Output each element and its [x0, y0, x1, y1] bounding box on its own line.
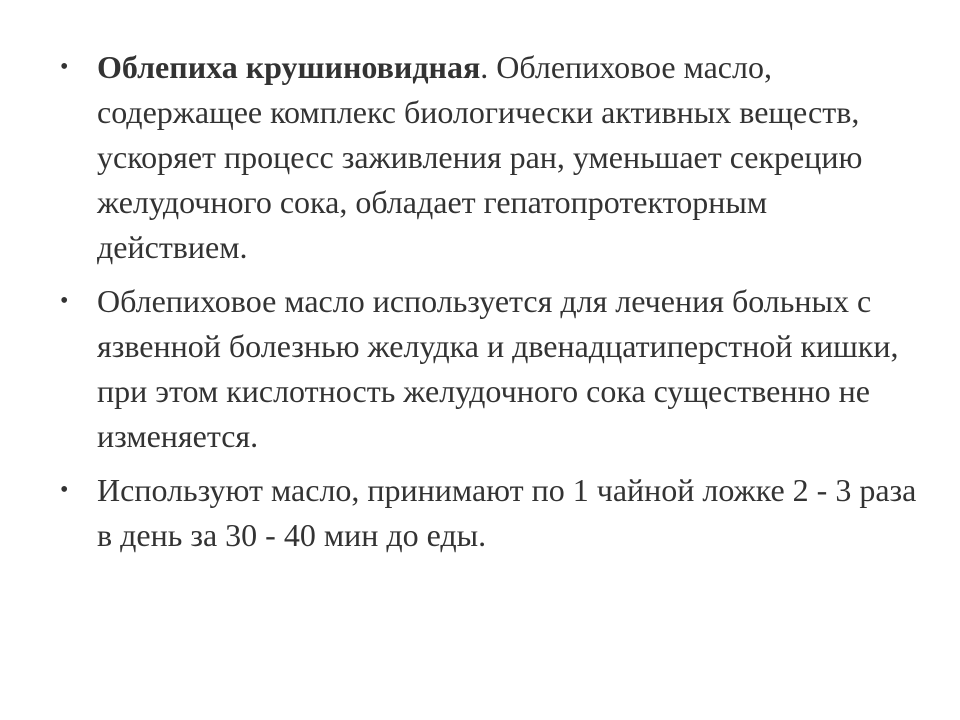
bullet-item-ulcer-treatment: [60, 279, 920, 459]
bullet-text: . Облепиховое масло, содержащее комплекс биологически активных веществ, ускоряет процесс заживления ран, уменьшает секрецию желудочного сока, обладает гепатопротекторным действием.: [97, 49, 863, 265]
bullet-icon: •: [60, 54, 69, 80]
bullet-text: Облепиховое масло используется для лечения больных с язвенной болезнью желудка и двенадцатиперстной кишки, при этом кислотность желудочного сока существенно не изменяется.: [97, 283, 899, 454]
bullet-list: [60, 45, 920, 567]
bullet-term: Облепиха крушиновидная: [97, 49, 481, 85]
bullet-icon: •: [60, 477, 69, 503]
bullet-text: Используют масло, принимают по 1 чайной ложке 2 - 3 раза в день за 30 - 40 мин до еды.: [97, 472, 917, 553]
bullet-item-sea-buckthorn: [60, 45, 920, 270]
bullet-icon: •: [60, 288, 69, 314]
bullet-item-dosage: [60, 468, 920, 558]
